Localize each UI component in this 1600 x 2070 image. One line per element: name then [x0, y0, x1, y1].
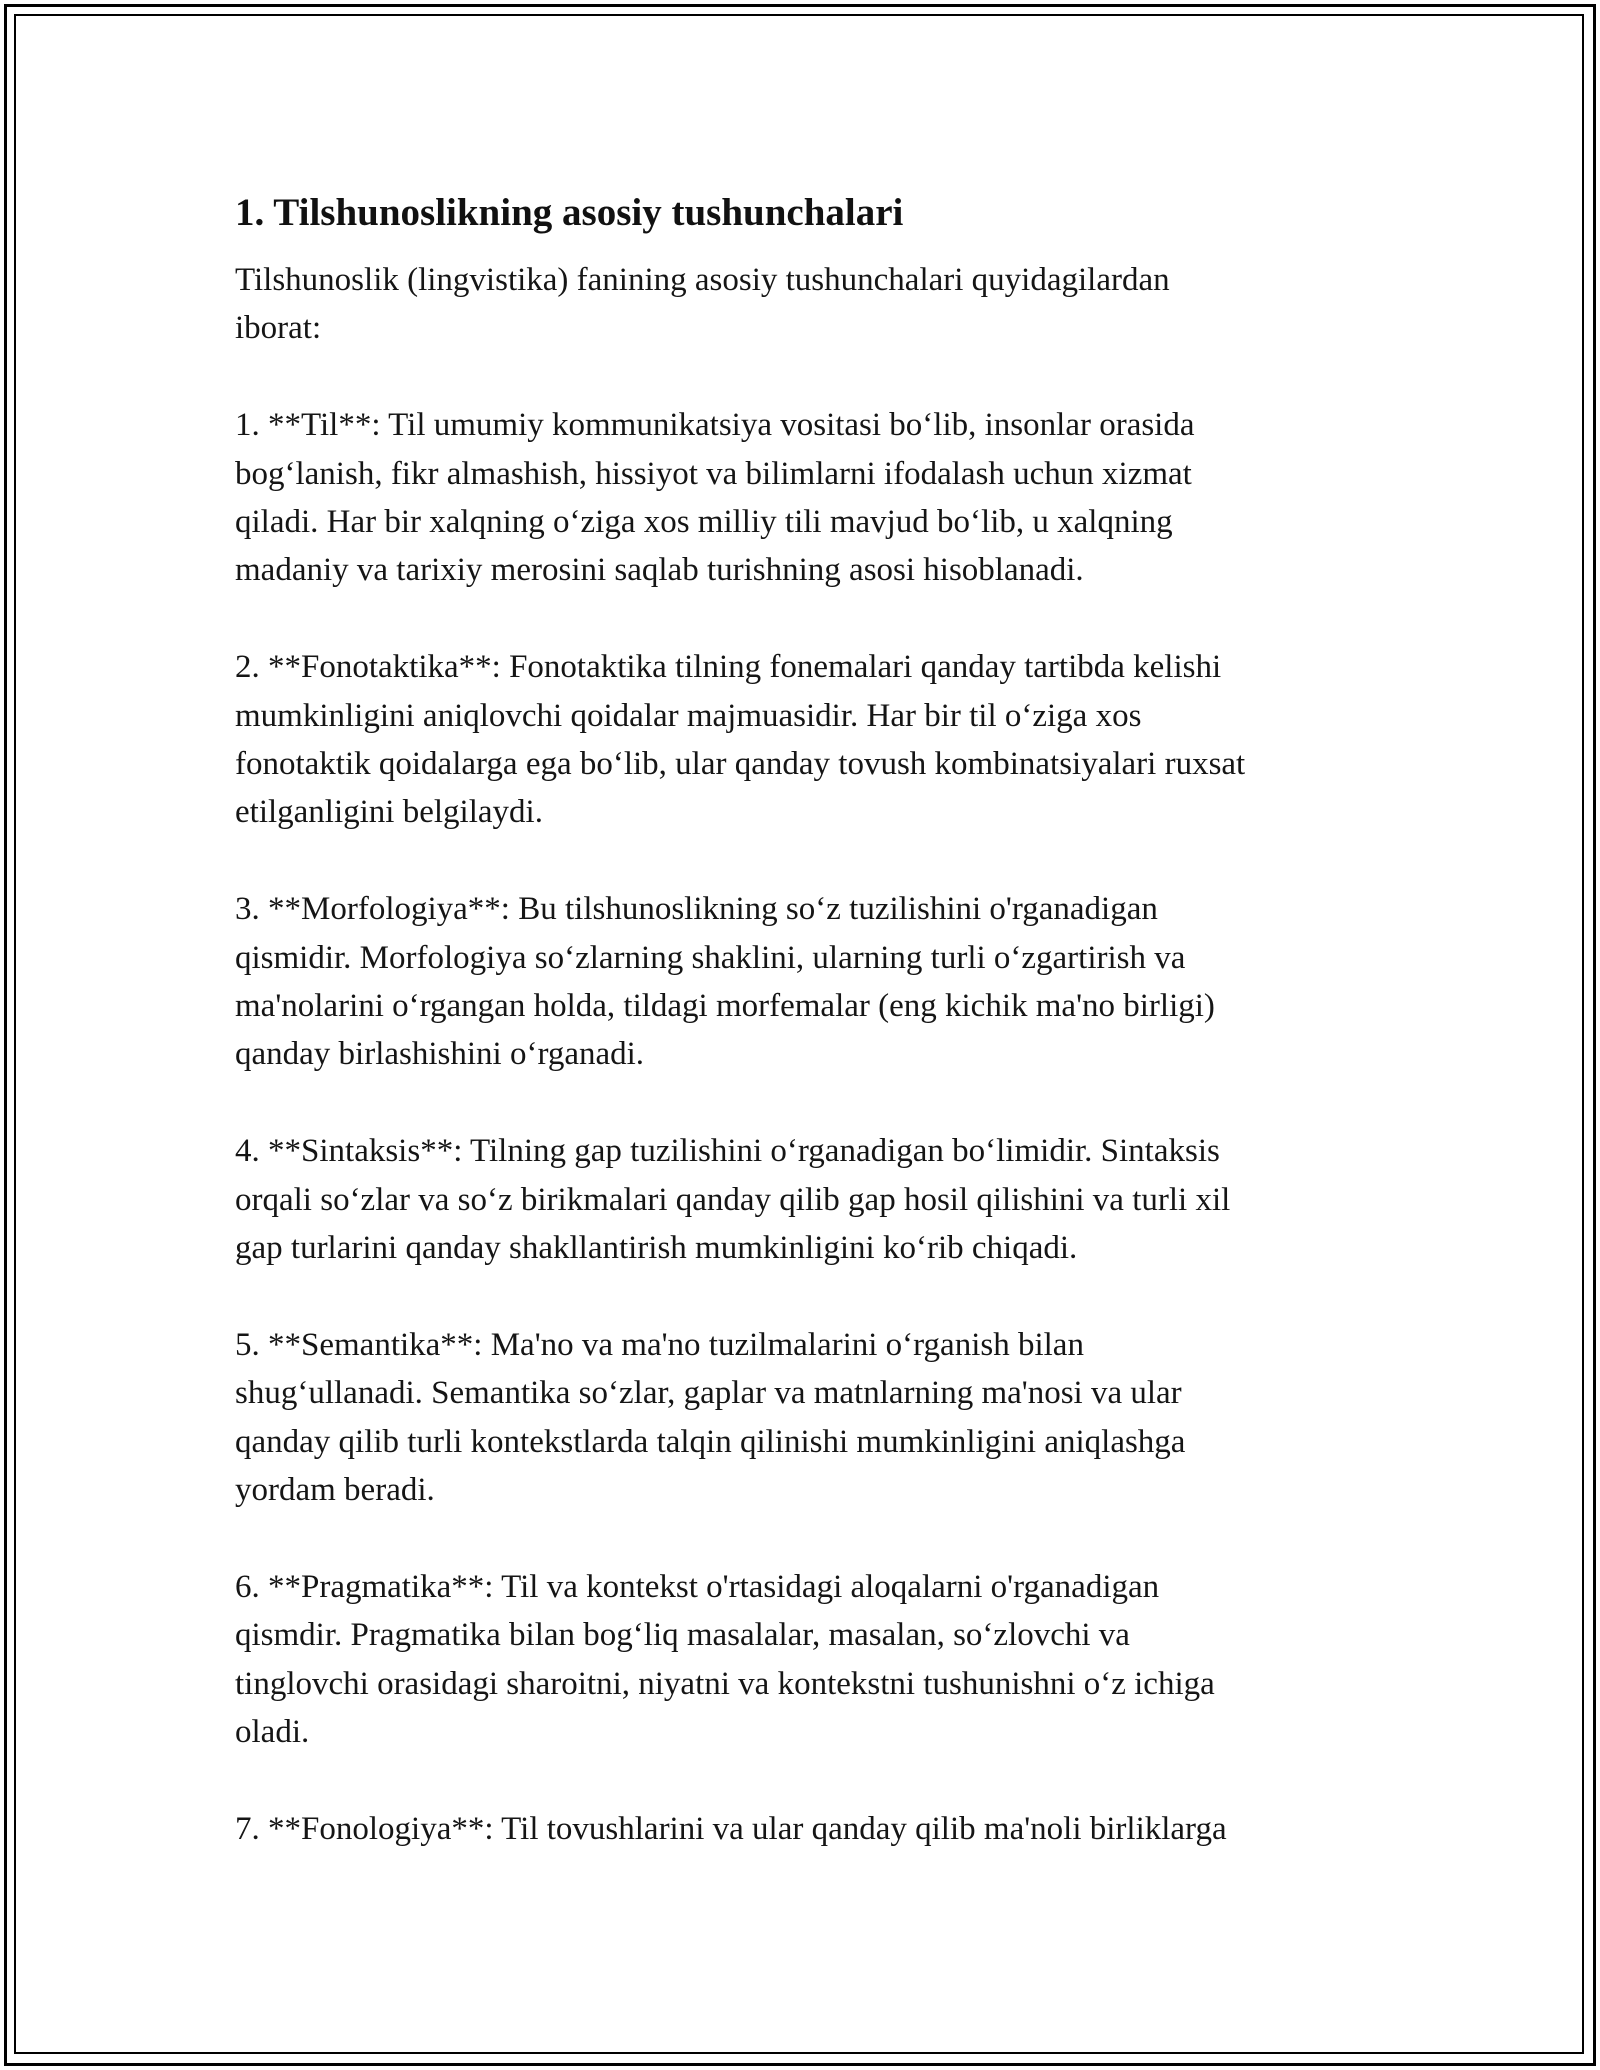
item-morfologiya: 3. **Morfologiya**: Bu tilshunoslikning so‘z tuzilishini o'rganadigan qismidir. Morfologiya so‘zlarning shaklini, ularning turli o‘zgartirish va ma'nolarini o‘rgangan holda, tildagi morfemalar (eng kichik ma'no birligi) qanday birlashishini o‘rganadi.	[235, 891, 1215, 1073]
document-body	[235, 188, 1385, 1902]
item-fonotaktika: 2. **Fonotaktika**: Fonotaktika tilning fonemalari qanday tartibda kelishi mumkinligini aniqlovchi qoidalar majmuasidir. Har bir til o‘ziga xos fonotaktik qoidalarga ega bo‘lib, ular qanday tovush kombinatsiyalari ruxsat etilganligini belgilaydi.	[235, 649, 1246, 831]
document-title: 1. Tilshunoslikning asosiy tushunchalari	[235, 191, 904, 234]
item-fonologiya: 7. **Fonologiya**: Til tovushlarini va ular qanday qilib ma'noli birliklarga	[235, 1810, 1227, 1847]
intro-paragraph: Tilshunoslik (lingvistika) fanining asosiy tushunchalari quyidagilardan iborat:	[235, 262, 1170, 347]
item-til: 1. **Til**: Til umumiy kommunikatsiya vositasi bo‘lib, insonlar orasida bog‘lanish, fikr almashish, hissiyot va bilimlarni ifodalash uchun xizmat qiladi. Har bir xalqning o‘ziga xos milliy tili mavjud bo‘lib, u xalqning madaniy va tarixiy merosini saqlab turishning asosi hisoblanadi.	[235, 407, 1195, 589]
item-pragmatika: 6. **Pragmatika**: Til va kontekst o'rtasidagi aloqalarni o'rganadigan qismdir. Pragmatika bilan bog‘liq masalalar, masalan, so‘zlovchi va tinglovchi orasidagi sharoitni, niyatni va kontekstni tushunishni o‘z ichiga oladi.	[235, 1568, 1215, 1751]
item-sintaksis: 4. **Sintaksis**: Tilning gap tuzilishini o‘rganadigan bo‘limidir. Sintaksis orqali so‘zlar va so‘z birikmalari qanday qilib gap hosil qilishini va turli xil gap turlarini qanday shakllantirish mumkinligini ko‘rib chiqadi.	[235, 1133, 1231, 1267]
item-semantika: 5. **Semantika**: Ma'no va ma'no tuzilmalarini o‘rganish bilan shug‘ullanadi. Semantika so‘zlar, gaplar va matnlarning ma'nosi va ular qanday qilib turli kontekstlarda talqin qilinishi mumkinligini aniqlashga yordam beradi.	[235, 1326, 1186, 1509]
